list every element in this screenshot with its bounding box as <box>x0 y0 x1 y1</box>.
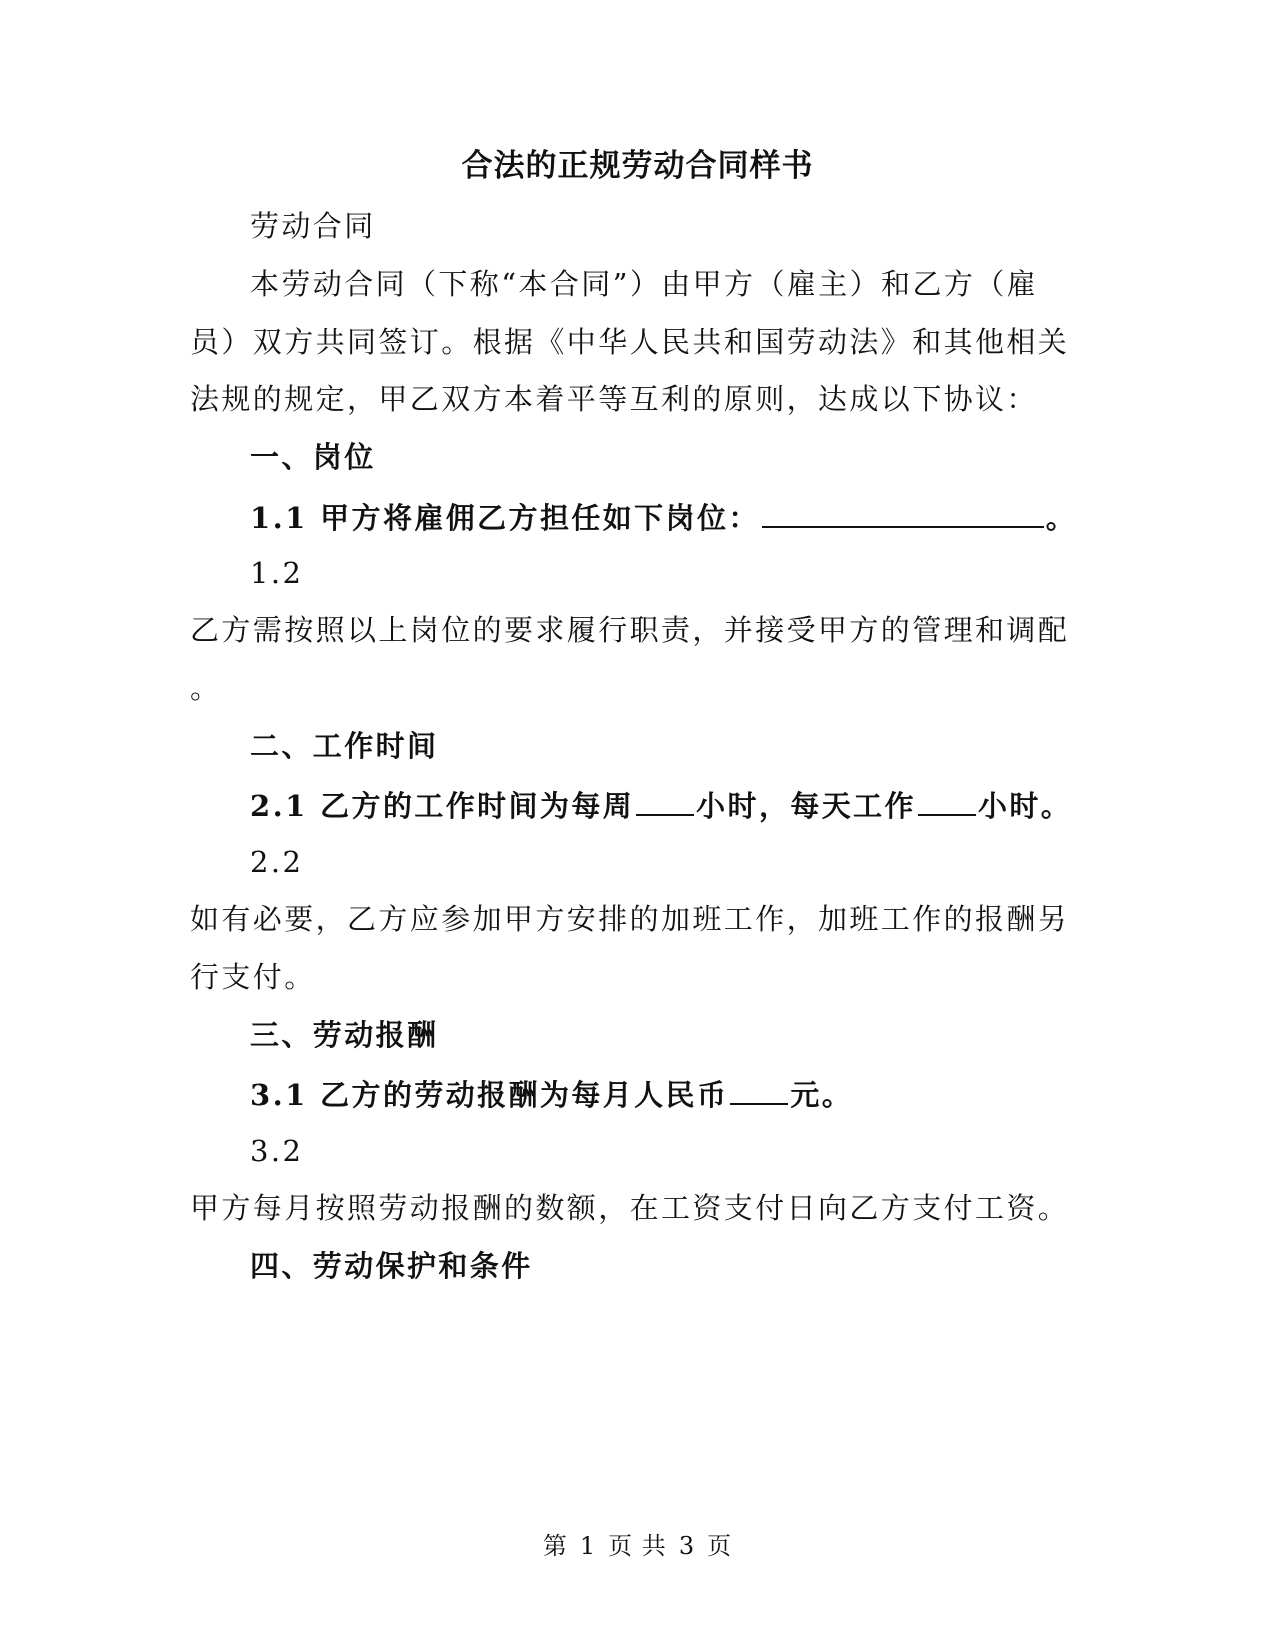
daily-hours-blank-field[interactable] <box>918 784 976 816</box>
intro-line-3: 法规的规定，甲乙双方本着平等互利的原则，达成以下协议： <box>190 382 1038 416</box>
clause-3-2-line-1: 甲方每月按照劳动报酬的数额，在工资支付日向乙方支付工资。 <box>190 1191 1070 1225</box>
clause-3-1-part-b: 元。 <box>790 1078 854 1112</box>
footer-prefix: 第 <box>542 1532 568 1560</box>
clause-2-1 <box>250 784 1072 826</box>
monthly-salary-blank-field[interactable] <box>730 1073 788 1105</box>
clause-2-2-line-2: 行支付。 <box>190 960 316 994</box>
position-blank-field[interactable] <box>762 496 1044 528</box>
weekly-hours-blank-field[interactable] <box>636 784 694 816</box>
page-footer <box>0 1530 1275 1562</box>
clause-2-1-part-a: 2.1 乙方的工作时间为每周 <box>250 789 635 823</box>
clause-1-2-line-2: 。 <box>190 671 222 705</box>
clause-3-2-number: 3.2 <box>250 1134 304 1168</box>
contract-subtitle: 劳动合同 <box>250 209 376 243</box>
clause-1-1-end: 。 <box>1045 501 1078 535</box>
clause-2-2-line-1: 如有必要，乙方应参加甲方安排的加班工作，加班工作的报酬另 <box>190 902 1070 936</box>
clause-3-1 <box>250 1073 853 1115</box>
section-heading-labor-protection: 四、劳动保护和条件 <box>250 1249 533 1283</box>
intro-line-1: 本劳动合同（下称“本合同”）由甲方（雇主）和乙方（雇 <box>250 267 1039 301</box>
footer-mid: 页 共 <box>608 1532 667 1560</box>
footer-page-current: 1 <box>579 1532 597 1560</box>
clause-2-1-part-b: 小时，每天工作 <box>696 789 916 823</box>
clause-1-2-number: 1.2 <box>250 556 304 590</box>
section-heading-position: 一、岗位 <box>250 440 376 474</box>
clause-1-1-text: 1.1 甲方将雇佣乙方担任如下岗位： <box>250 501 760 535</box>
document-title: 合法的正规劳动合同样书 <box>461 148 814 184</box>
clause-3-1-part-a: 3.1 乙方的劳动报酬为每月人民币 <box>250 1078 729 1112</box>
clause-1-2-line-1: 乙方需按照以上岗位的要求履行职责，并接受甲方的管理和调配 <box>190 613 1070 647</box>
section-heading-working-hours: 二、工作时间 <box>250 729 439 763</box>
clause-2-2-number: 2.2 <box>250 845 304 879</box>
clause-2-1-part-c: 小时。 <box>977 789 1073 823</box>
footer-suffix: 页 <box>707 1532 733 1560</box>
section-heading-remuneration: 三、劳动报酬 <box>250 1018 439 1052</box>
footer-page-total: 3 <box>678 1532 696 1560</box>
intro-line-2: 员）双方共同签订。根据《中华人民共和国劳动法》和其他相关 <box>190 325 1070 359</box>
clause-1-1 <box>250 496 1077 538</box>
